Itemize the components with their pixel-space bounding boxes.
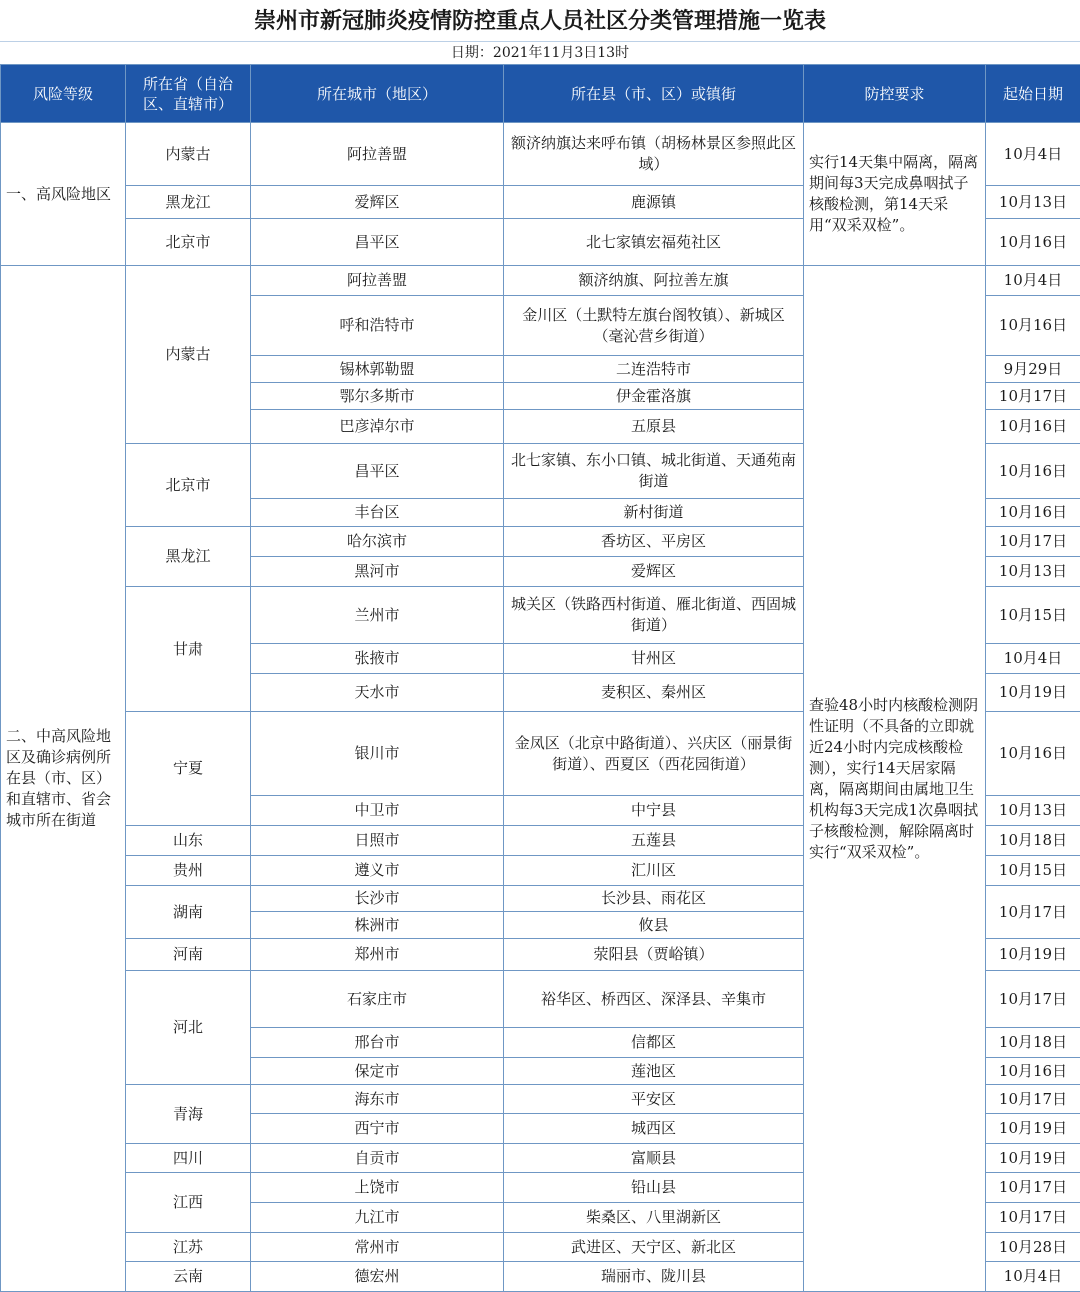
city-cell: 昌平区 xyxy=(251,219,504,266)
county-cell: 五莲县 xyxy=(504,826,804,856)
date-cell: 10月16日 xyxy=(986,296,1080,356)
province-cell: 江苏 xyxy=(126,1233,251,1262)
county-cell: 瑞丽市、陇川县 xyxy=(504,1262,804,1292)
province-cell: 内蒙古 xyxy=(126,266,251,444)
county-cell: 爱辉区 xyxy=(504,557,804,587)
county-cell: 北七家镇、东小口镇、城北街道、天通苑南街道 xyxy=(504,444,804,499)
province-cell: 甘肃 xyxy=(126,587,251,712)
date-cell: 10月17日 xyxy=(986,1173,1080,1203)
header-row xyxy=(1,65,1080,123)
province-cell: 黑龙江 xyxy=(126,527,251,587)
date-cell: 10月18日 xyxy=(986,826,1080,856)
date-cell: 10月28日 xyxy=(986,1233,1080,1262)
province-cell: 云南 xyxy=(126,1262,251,1292)
county-cell: 五原县 xyxy=(504,410,804,444)
city-cell: 巴彦淖尔市 xyxy=(251,410,504,444)
city-cell: 锡林郭勒盟 xyxy=(251,356,504,383)
city-cell: 黑河市 xyxy=(251,557,504,587)
date-line: 日期：2021年11月3日13时 xyxy=(0,42,1080,64)
header-county: 所在县（市、区）或镇街 xyxy=(504,65,804,123)
page-title: 崇州市新冠肺炎疫情防控重点人员社区分类管理措施一览表 xyxy=(0,0,1080,42)
date-cell: 10月15日 xyxy=(986,587,1080,644)
risk-level-high: 一、高风险地区 xyxy=(1,123,126,266)
city-cell: 西宁市 xyxy=(251,1114,504,1144)
county-cell: 信都区 xyxy=(504,1028,804,1058)
county-cell: 二连浩特市 xyxy=(504,356,804,383)
date-cell: 10月17日 xyxy=(986,527,1080,557)
county-cell: 额济纳旗达来呼布镇（胡杨林景区参照此区域） xyxy=(504,123,804,186)
date-cell: 10月19日 xyxy=(986,674,1080,712)
date-cell: 10月18日 xyxy=(986,1028,1080,1058)
city-cell: 阿拉善盟 xyxy=(251,266,504,296)
county-cell: 莲池区 xyxy=(504,1058,804,1085)
city-cell: 鄂尔多斯市 xyxy=(251,383,504,410)
city-cell: 爱辉区 xyxy=(251,186,504,219)
header-province: 所在省（自治区、直辖市） xyxy=(126,65,251,123)
date-cell: 10月19日 xyxy=(986,939,1080,971)
province-cell: 河南 xyxy=(126,939,251,971)
county-cell: 北七家镇宏福苑社区 xyxy=(504,219,804,266)
date-cell: 10月16日 xyxy=(986,410,1080,444)
county-cell: 金凤区（北京中路街道）、兴庆区（丽景街街道）、西夏区（西花园街道） xyxy=(504,712,804,796)
measures-high: 实行14天集中隔离，隔离期间每3天完成鼻咽拭子核酸检测，第14天采用“双采双检”。 xyxy=(804,123,986,266)
province-cell: 四川 xyxy=(126,1144,251,1173)
city-cell: 株洲市 xyxy=(251,912,504,939)
county-cell: 香坊区、平房区 xyxy=(504,527,804,557)
city-cell: 天水市 xyxy=(251,674,504,712)
city-cell: 常州市 xyxy=(251,1233,504,1262)
city-cell: 昌平区 xyxy=(251,444,504,499)
county-cell: 城关区（铁路西村街道、雁北街道、西固城街道） xyxy=(504,587,804,644)
province-cell: 山东 xyxy=(126,826,251,856)
county-cell: 攸县 xyxy=(504,912,804,939)
city-cell: 银川市 xyxy=(251,712,504,796)
city-cell: 海东市 xyxy=(251,1085,504,1114)
province-cell: 内蒙古 xyxy=(126,123,251,186)
province-cell: 河北 xyxy=(126,971,251,1085)
county-cell: 平安区 xyxy=(504,1085,804,1114)
province-cell: 青海 xyxy=(126,1085,251,1144)
county-cell: 城西区 xyxy=(504,1114,804,1144)
county-cell: 鹿源镇 xyxy=(504,186,804,219)
date-cell: 10月13日 xyxy=(986,557,1080,587)
table-row xyxy=(1,123,1080,186)
county-cell: 中宁县 xyxy=(504,796,804,826)
risk-level-mid: 二、中高风险地区及确诊病例所在县（市、区）和直辖市、省会城市所在街道 xyxy=(1,266,126,1292)
city-cell: 保定市 xyxy=(251,1058,504,1085)
city-cell: 兰州市 xyxy=(251,587,504,644)
header-risk-level: 风险等级 xyxy=(1,65,126,123)
header-city: 所在城市（地区） xyxy=(251,65,504,123)
date-cell: 10月4日 xyxy=(986,266,1080,296)
province-cell: 贵州 xyxy=(126,856,251,886)
city-cell: 自贡市 xyxy=(251,1144,504,1173)
county-cell: 柴桑区、八里湖新区 xyxy=(504,1203,804,1233)
city-cell: 遵义市 xyxy=(251,856,504,886)
county-cell: 金川区（土默特左旗台阁牧镇）、新城区（毫沁营乡街道） xyxy=(504,296,804,356)
date-cell: 10月17日 xyxy=(986,383,1080,410)
date-cell: 10月16日 xyxy=(986,219,1080,266)
city-cell: 张掖市 xyxy=(251,644,504,674)
date-cell: 10月4日 xyxy=(986,1262,1080,1292)
city-cell: 德宏州 xyxy=(251,1262,504,1292)
header-start-date: 起始日期 xyxy=(986,65,1080,123)
date-cell: 10月17日 xyxy=(986,971,1080,1028)
table-row xyxy=(1,266,1080,296)
city-cell: 中卫市 xyxy=(251,796,504,826)
date-cell: 10月13日 xyxy=(986,186,1080,219)
county-cell: 铅山县 xyxy=(504,1173,804,1203)
date-cell: 10月16日 xyxy=(986,1058,1080,1085)
county-cell: 荥阳县（贾峪镇） xyxy=(504,939,804,971)
date-cell: 10月16日 xyxy=(986,499,1080,527)
province-cell: 北京市 xyxy=(126,219,251,266)
city-cell: 呼和浩特市 xyxy=(251,296,504,356)
county-cell: 额济纳旗、阿拉善左旗 xyxy=(504,266,804,296)
city-cell: 丰台区 xyxy=(251,499,504,527)
city-cell: 邢台市 xyxy=(251,1028,504,1058)
county-cell: 裕华区、桥西区、深泽县、辛集市 xyxy=(504,971,804,1028)
city-cell: 日照市 xyxy=(251,826,504,856)
header-measures: 防控要求 xyxy=(804,65,986,123)
province-cell: 黑龙江 xyxy=(126,186,251,219)
county-cell: 甘州区 xyxy=(504,644,804,674)
risk-table xyxy=(0,64,1080,1292)
date-cell: 10月4日 xyxy=(986,123,1080,186)
city-cell: 哈尔滨市 xyxy=(251,527,504,557)
county-cell: 麦积区、秦州区 xyxy=(504,674,804,712)
province-cell: 北京市 xyxy=(126,444,251,527)
city-cell: 上饶市 xyxy=(251,1173,504,1203)
city-cell: 郑州市 xyxy=(251,939,504,971)
date-cell: 10月4日 xyxy=(986,644,1080,674)
province-cell: 江西 xyxy=(126,1173,251,1233)
date-cell: 10月16日 xyxy=(986,712,1080,796)
county-cell: 新村街道 xyxy=(504,499,804,527)
date-cell: 10月13日 xyxy=(986,796,1080,826)
city-cell: 阿拉善盟 xyxy=(251,123,504,186)
city-cell: 石家庄市 xyxy=(251,971,504,1028)
county-cell: 长沙县、雨花区 xyxy=(504,886,804,912)
date-cell: 10月17日 xyxy=(986,1085,1080,1114)
province-cell: 湖南 xyxy=(126,886,251,939)
date-cell: 9月29日 xyxy=(986,356,1080,383)
measures-mid: 查验48小时内核酸检测阴性证明（不具备的立即就近24小时内完成核酸检测），实行14天居家隔离，隔离期间由属地卫生机构每3天完成1次鼻咽拭子核酸检测，解除隔离时实行“双采双检”。 xyxy=(804,266,986,1292)
date-cell: 10月17日 xyxy=(986,886,1080,939)
date-cell: 10月19日 xyxy=(986,1114,1080,1144)
county-cell: 富顺县 xyxy=(504,1144,804,1173)
county-cell: 武进区、天宁区、新北区 xyxy=(504,1233,804,1262)
date-cell: 10月19日 xyxy=(986,1144,1080,1173)
county-cell: 汇川区 xyxy=(504,856,804,886)
date-cell: 10月17日 xyxy=(986,1203,1080,1233)
county-cell: 伊金霍洛旗 xyxy=(504,383,804,410)
date-cell: 10月16日 xyxy=(986,444,1080,499)
city-cell: 长沙市 xyxy=(251,886,504,912)
date-cell: 10月15日 xyxy=(986,856,1080,886)
province-cell: 宁夏 xyxy=(126,712,251,826)
city-cell: 九江市 xyxy=(251,1203,504,1233)
